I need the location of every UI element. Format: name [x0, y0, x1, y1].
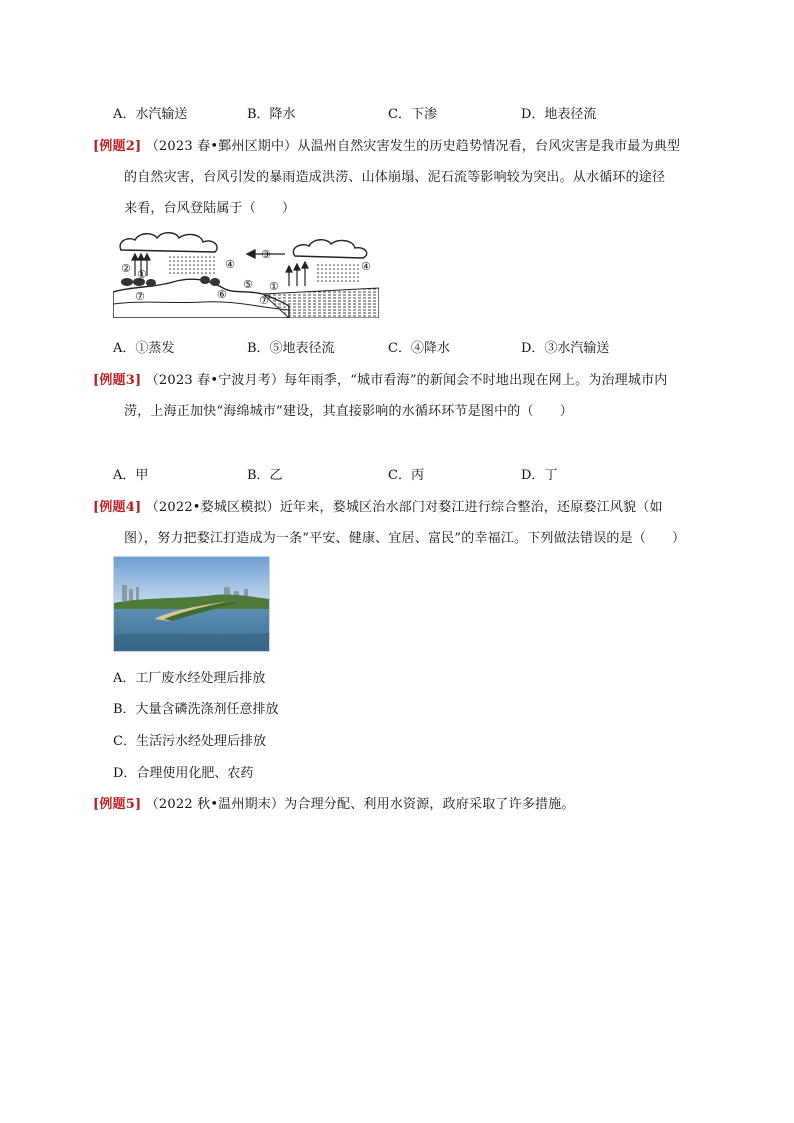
example-4-option-d: D．合理使用化肥、农药 — [113, 766, 254, 781]
example-3-text-1: （2023 春•宁波月考）每年雨季，“城市看海”的新闻会不时地出现在网上。为治理城市内 — [145, 373, 668, 388]
label-7-right: ⑦ — [259, 294, 269, 307]
example-3-option-b: B．乙 — [247, 468, 283, 483]
right-rain — [317, 262, 359, 284]
example-3-tag: [例题3] — [93, 373, 142, 388]
example-2-option-b: B．⑤地表径流 — [247, 341, 335, 356]
example-3-line-1 — [93, 369, 667, 388]
example-4-text-2: 图），努力把婺江打造成为一条“平安、健康、宜居、富民”的幸福江。下列做法错误的是（ — [124, 531, 646, 546]
q1-option-a: A．水汽输送 — [113, 107, 188, 122]
example-3-bracket-close: ） — [559, 404, 573, 419]
example-4-bracket-close: ） — [672, 531, 686, 546]
label-5: ⑤ — [243, 278, 253, 291]
label-1-right: ① — [269, 280, 279, 293]
example-4-line-1 — [93, 496, 663, 515]
example-4-option-b: B．大量含磷洗涤剂任意排放 — [113, 702, 279, 717]
example-4-text-1: （2022•婺城区模拟）近年来，婺城区治水部门对婺江进行综合整治，还原婺江风貌（如 — [145, 500, 663, 515]
left-rain — [167, 256, 217, 274]
example-2-tag: [例题2] — [93, 139, 142, 154]
left-cloud — [120, 233, 217, 252]
river-photo — [113, 556, 270, 652]
example-5-tag: [例题5] — [93, 797, 142, 812]
example-2-line-1 — [93, 135, 680, 154]
example-3-option-d: D．丁 — [521, 468, 558, 483]
example-2-option-d: D．③水汽输送 — [521, 341, 610, 356]
water-cycle-diagram — [113, 228, 379, 318]
example-2-text-1: （2023 春•鄞州区期中）从温州自然灾害发生的历史趋势情况看，台风灾害是我市最为典型 — [145, 139, 681, 154]
example-2-line-2: 的自然灾害，台风引发的暴雨造成洪涝、山体崩塌、泥石流等影响较为突出。从水循环的途径 — [124, 170, 666, 185]
label-1-left: ① — [137, 268, 147, 281]
q1-option-c: C．下渗 — [388, 107, 437, 122]
example-5-text-1: （2022 秋•温州期末）为合理分配、利用水资源，政府采取了许多措施。 — [145, 797, 575, 812]
label-7-left: ⑦ — [135, 290, 145, 303]
label-4-right: ④ — [361, 260, 371, 273]
example-2-option-a: A．①蒸发 — [113, 341, 175, 356]
example-5-line-1 — [93, 793, 575, 812]
label-2: ② — [121, 262, 131, 275]
example-4-option-a: A．工厂废水经处理后排放 — [113, 671, 266, 686]
q1-option-d: D．地表径流 — [521, 107, 597, 122]
label-6: ⑥ — [217, 288, 227, 301]
example-4-line-2 — [124, 527, 685, 546]
label-3: ③ — [261, 248, 271, 261]
label-4-left: ④ — [225, 258, 235, 271]
q1-option-b: B．降水 — [247, 107, 296, 122]
example-2-line-3 — [124, 197, 295, 216]
example-3-option-a: A．甲 — [113, 468, 149, 483]
example-4-option-c: C．生活污水经处理后排放 — [113, 734, 266, 749]
example-3-text-2: 涝，上海正加快“海绵城市”建设，其直接影响的水循环环节是图中的（ — [124, 404, 534, 419]
example-4-tag: [例题4] — [93, 500, 142, 515]
example-2-text-3: 来看，台风登陆属于（ — [124, 201, 257, 216]
example-3-line-2 — [124, 400, 573, 419]
right-cloud — [293, 240, 366, 258]
example-3-option-c: C．丙 — [388, 468, 424, 483]
right-evaporation-arrows — [286, 262, 308, 286]
example-2-bracket-close: ） — [282, 201, 296, 216]
example-2-option-c: C．④降水 — [388, 341, 450, 356]
